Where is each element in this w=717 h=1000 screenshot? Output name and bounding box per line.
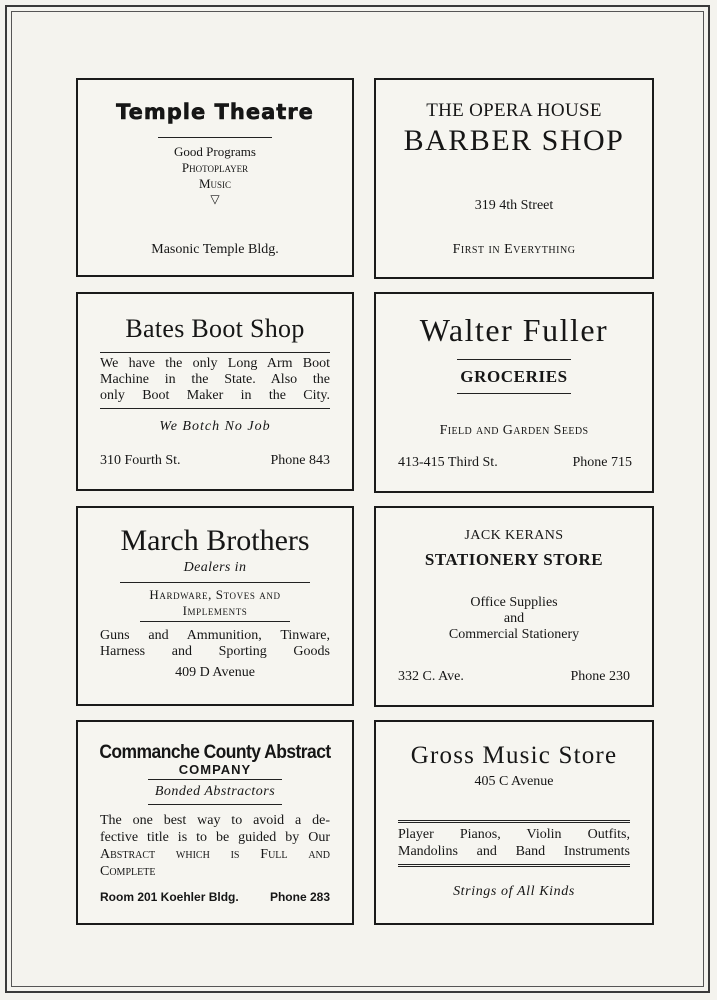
ad-address: Masonic Temple Bldg. [151,242,279,257]
ad-footer [398,669,630,685]
ad-body-line: Mandolins and Band Instruments [398,844,630,859]
ad-body-line: We have the only Long Arm Boot [100,356,330,371]
ad-tagline: Strings of All Kinds [453,884,575,899]
ad-footer [100,890,330,904]
ad-address: 413-415 Third St. [398,455,498,470]
ad-address: 332 C. Ave. [398,669,464,684]
ad-subtitle: JACK KERANS [464,528,564,543]
ad-jack-kerans [374,506,654,707]
ad-temple-theatre [76,78,354,277]
divider [457,359,571,360]
divider [158,137,272,138]
ad-title: Walter Fuller [419,312,609,348]
ad-title: BARBER SHOP [403,124,625,157]
ad-body [398,820,630,867]
divider [148,779,282,780]
ad-footer [398,455,632,471]
divider [120,582,310,583]
ad-phone: Phone 715 [572,455,632,470]
ad-footer [100,453,330,469]
ad-phone: Phone 843 [270,453,330,468]
ad-line: Implements [182,603,248,618]
divider [457,393,571,394]
ad-body [100,812,330,880]
ad-title: Gross Music Store [410,742,618,769]
ad-opera-house-barber [374,78,654,279]
ad-title: Commanche County Abstract [99,742,331,763]
ad-march-brothers [76,506,354,706]
ad-phone: Phone 283 [269,890,330,904]
ad-tagline: We Botch No Job [159,419,271,434]
ad-body-line: fective title is to be guided by Our [100,830,330,845]
ad-body-line: Abstract which is Full and [100,847,330,862]
ad-tagline: Bonded Abstractors [154,784,276,799]
ad-subtitle: THE OPERA HOUSE [426,100,602,121]
ad-address: 409 D Avenue [175,665,255,680]
ad-title: Temple Theatre [116,100,314,124]
ad-body-line: Guns and Ammunition, Tinware, [100,628,330,643]
ad-line: Photoplayer [181,160,249,175]
ad-address: 319 4th Street [474,198,554,213]
ad-body-line: Player Pianos, Violin Outfits, [398,827,630,842]
ad-title: STATIONERY STORE [424,550,604,569]
divider [140,621,290,622]
divider [148,804,282,805]
ad-body-line: Machine in the State. Also the [100,372,330,387]
ad-body [376,595,652,643]
ad-address: 405 C Avenue [474,774,554,789]
ad-address: Room 201 Koehler Bldg. [100,890,239,904]
ad-body-line: and [503,611,525,626]
ad-body-line: Harness and Sporting Goods [100,644,330,659]
ad-body [100,628,330,660]
ad-subtitle: COMPANY [178,762,252,777]
ad-body-line: Office Supplies [470,595,558,610]
ad-title: Bates Boot Shop [125,314,305,343]
ad-body [100,352,330,409]
ad-title: March Brothers [120,524,310,557]
triangle-ornament-icon: ▽ [210,192,220,206]
ad-body-line: The one best way to avoid a de- [100,813,330,828]
ad-body-line: Commercial Stationery [448,627,580,642]
ad-walter-fuller [374,292,654,493]
ad-slogan: First in Everything [452,242,576,257]
ad-line: Hardware, Stoves and [149,587,281,602]
ad-phone: Phone 230 [570,669,630,684]
ad-body-line: only Boot Maker in the City. [100,388,330,403]
ad-gross-music-store [374,720,654,925]
ad-address: 310 Fourth St. [100,453,181,468]
ad-subtitle: Dealers in [183,560,247,575]
ad-body-line: Complete [100,864,156,879]
ad-line: Good Programs [174,144,256,159]
ad-subtitle: GROCERIES [460,367,568,386]
ad-bates-boot-shop [76,292,354,491]
ad-line: Field and Garden Seeds [439,423,589,438]
ad-commanche-county-abstract [76,720,354,925]
ad-line: Music [198,176,232,191]
